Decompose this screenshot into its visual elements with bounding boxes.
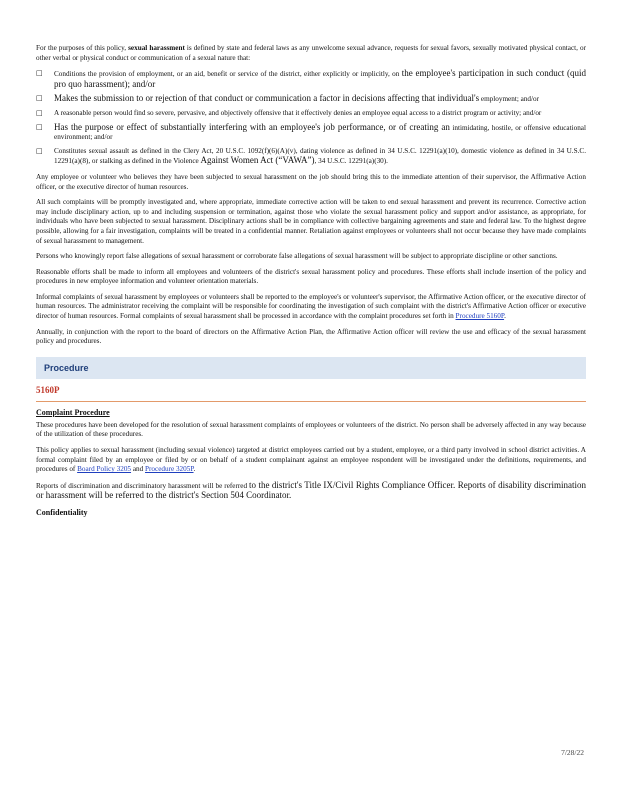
annual-review-paragraph: Annually, in conjunction with the report to the board of directors on the Affirmative Action Plan, the Affirmative Action officer will review the use and efficacy of the sexual harassment policy and procedures.	[36, 327, 586, 346]
intro-text: For the purposes of this policy, sexual harassment is defined by state and federal laws as any unwelcome sexual advance, requests for sexual favors, sexually motivated physical contact, or other verbal or physical conduct or communication of a sexual nature that:	[36, 44, 586, 62]
informal-end: .	[504, 312, 506, 321]
condition-text: A reasonable person would find so severe, pervasive, and objectively offensive that it effectively denies an employee equal access to a district program or activity; and/or	[54, 108, 542, 117]
condition-item	[36, 94, 586, 105]
condition-emphasis: Against Women Act (“VAWA”)	[200, 155, 315, 166]
checkbox-bullet-icon: □	[36, 108, 43, 117]
procedure-3205p-link[interactable]: Procedure 3205P	[145, 465, 194, 474]
sexual-harassment-term: sexual harassment	[128, 44, 185, 52]
footer-date: 7/28/22	[561, 748, 584, 757]
condition-text: Conditions the provision of employment, or an aid, benefit or service of the district, either explicitly or implicitly, on	[54, 70, 402, 79]
policy-paragraph: Reasonable efforts shall be made to inform all employees and volunteers of the district's sexual harassment policy and procedures. These efforts shall include insertion of the policy and procedures in new employee information and volunteer orientation materials.	[36, 267, 586, 286]
condition-item	[36, 123, 586, 143]
condition-item	[36, 109, 586, 119]
policy-paragraph: Any employee or volunteer who believes they have been subjected to sexual harassment on the job should bring this to the immediate attention of their supervisor, the Affirmative Action officer, or the executive director of human resources.	[36, 172, 586, 191]
checkbox-bullet-icon: □	[36, 122, 43, 131]
condition-tail: employment; and/or	[479, 95, 539, 104]
confidentiality-heading: Confidentiality	[36, 508, 88, 517]
condition-emphasis: the employee's participation in such conduct (quid pro quo harassment); and/or	[54, 68, 586, 89]
policy-paragraph: Persons who knowingly report false allegations of sexual harassment or corroborate false allegations of sexual harassment will be subject to appropriate discipline or other sanctions.	[36, 252, 558, 261]
condition-emphasis: Has the purpose or effect of substantially interfering with an employee's job performance, or of creating an	[54, 121, 450, 132]
policy-paragraph: All such complaints will be promptly investigated and, where appropriate, immediate corrective action will be taken to end sexual harassment and prevent its recurrence. Corrective action may include disciplinary action, up to and including suspension or termination, against those who violate the sexual harassment policy and support and/or assistance, as appropriate, for individuals who have been subjected to sexual harassment. Disciplinary actions shall be in compliance with collective bargaining agreements and state and federal law. To the highest degree possible, allowing for a fair investigation, complaints will be treated in a confidential manner. Retaliation against employees or volunteers shall not occur because they have made complaints of sexual harassment to management.	[36, 198, 586, 245]
procedure-code: 5160P	[36, 385, 586, 402]
reports-start: Reports of discrimination and discriminatory harassment will be referred	[36, 481, 250, 490]
procedure-text-2: This policy applies to sexual harassment (including sexual violence) targeted at district employees carried out by a student, employee, or a third party involved in school district activities. A formal complaint filed by an employee or filed by or on behalf of a student complainant against an employee respondent will be investigated under the definitions, requirements, and procedures of	[36, 446, 586, 474]
informal-text: Informal complaints of sexual harassment by employees or volunteers shall be reported to the employee's or volunteer's supervisor, the Affirmative Action officer, or the executive director of human resources. The administrator receiving the complaint will be responsible for coordinating the investigation of such complaint with the district's Affirmative Action officer or executive director of human resources. Formal complaints of sexual harassment shall be processed in accordance with the complaint procedures set forth in	[36, 292, 586, 321]
complaint-procedure-heading: Complaint Procedure	[36, 407, 110, 417]
condition-emphasis: Makes the submission to or rejection of that conduct or communication a factor in decisions affecting that individual's	[54, 93, 480, 104]
reports-paragraph	[36, 481, 586, 502]
intro-paragraph	[36, 44, 586, 63]
document-page	[36, 44, 586, 517]
condition-tail: intimidating, hostile, or offensive educational environment; and/or	[54, 123, 586, 142]
checkbox-bullet-icon: □	[36, 69, 43, 78]
informal-complaints-paragraph	[36, 293, 586, 322]
condition-item	[36, 147, 586, 167]
procedure-end: .	[193, 465, 196, 474]
and-text: and	[131, 465, 146, 474]
policy-paragraphs	[36, 173, 586, 287]
procedure-paragraph-2	[36, 446, 586, 475]
checkbox-bullet-icon: □	[36, 94, 43, 103]
condition-tail: , 34 U.S.C. 12291(a)(30).	[314, 157, 388, 166]
board-policy-3205-link[interactable]: Board Policy 3205	[77, 465, 132, 474]
procedure-5160p-link[interactable]: Procedure 5160P	[455, 312, 505, 321]
conditions-list	[36, 69, 586, 167]
checkbox-bullet-icon: □	[36, 146, 43, 155]
procedure-paragraph-1: These procedures have been developed for the resolution of sexual harassment complaints of employees or volunteers of the district. No person shall be adversely affected in any way because of the utilization of these procedures.	[36, 420, 586, 439]
condition-item	[36, 69, 586, 90]
procedure-bar: Procedure	[36, 357, 586, 379]
condition-text: Constitutes sexual assault as defined in the Clery Act, 20 U.S.C. 1092(f)(6)(A)(v), dating violence as defined in 34 U.S.C. 12291(a)(10), domestic violence as defined in 34 U.S.C. 12291(a)(8), or stalking as defined in the Violence	[54, 146, 586, 166]
reports-rest: to the district's Title IX/Civil Rights Compliance Officer. Reports of disability discrimination or harassment will be referred to the district's Section 504 Coordinator.	[36, 479, 586, 501]
